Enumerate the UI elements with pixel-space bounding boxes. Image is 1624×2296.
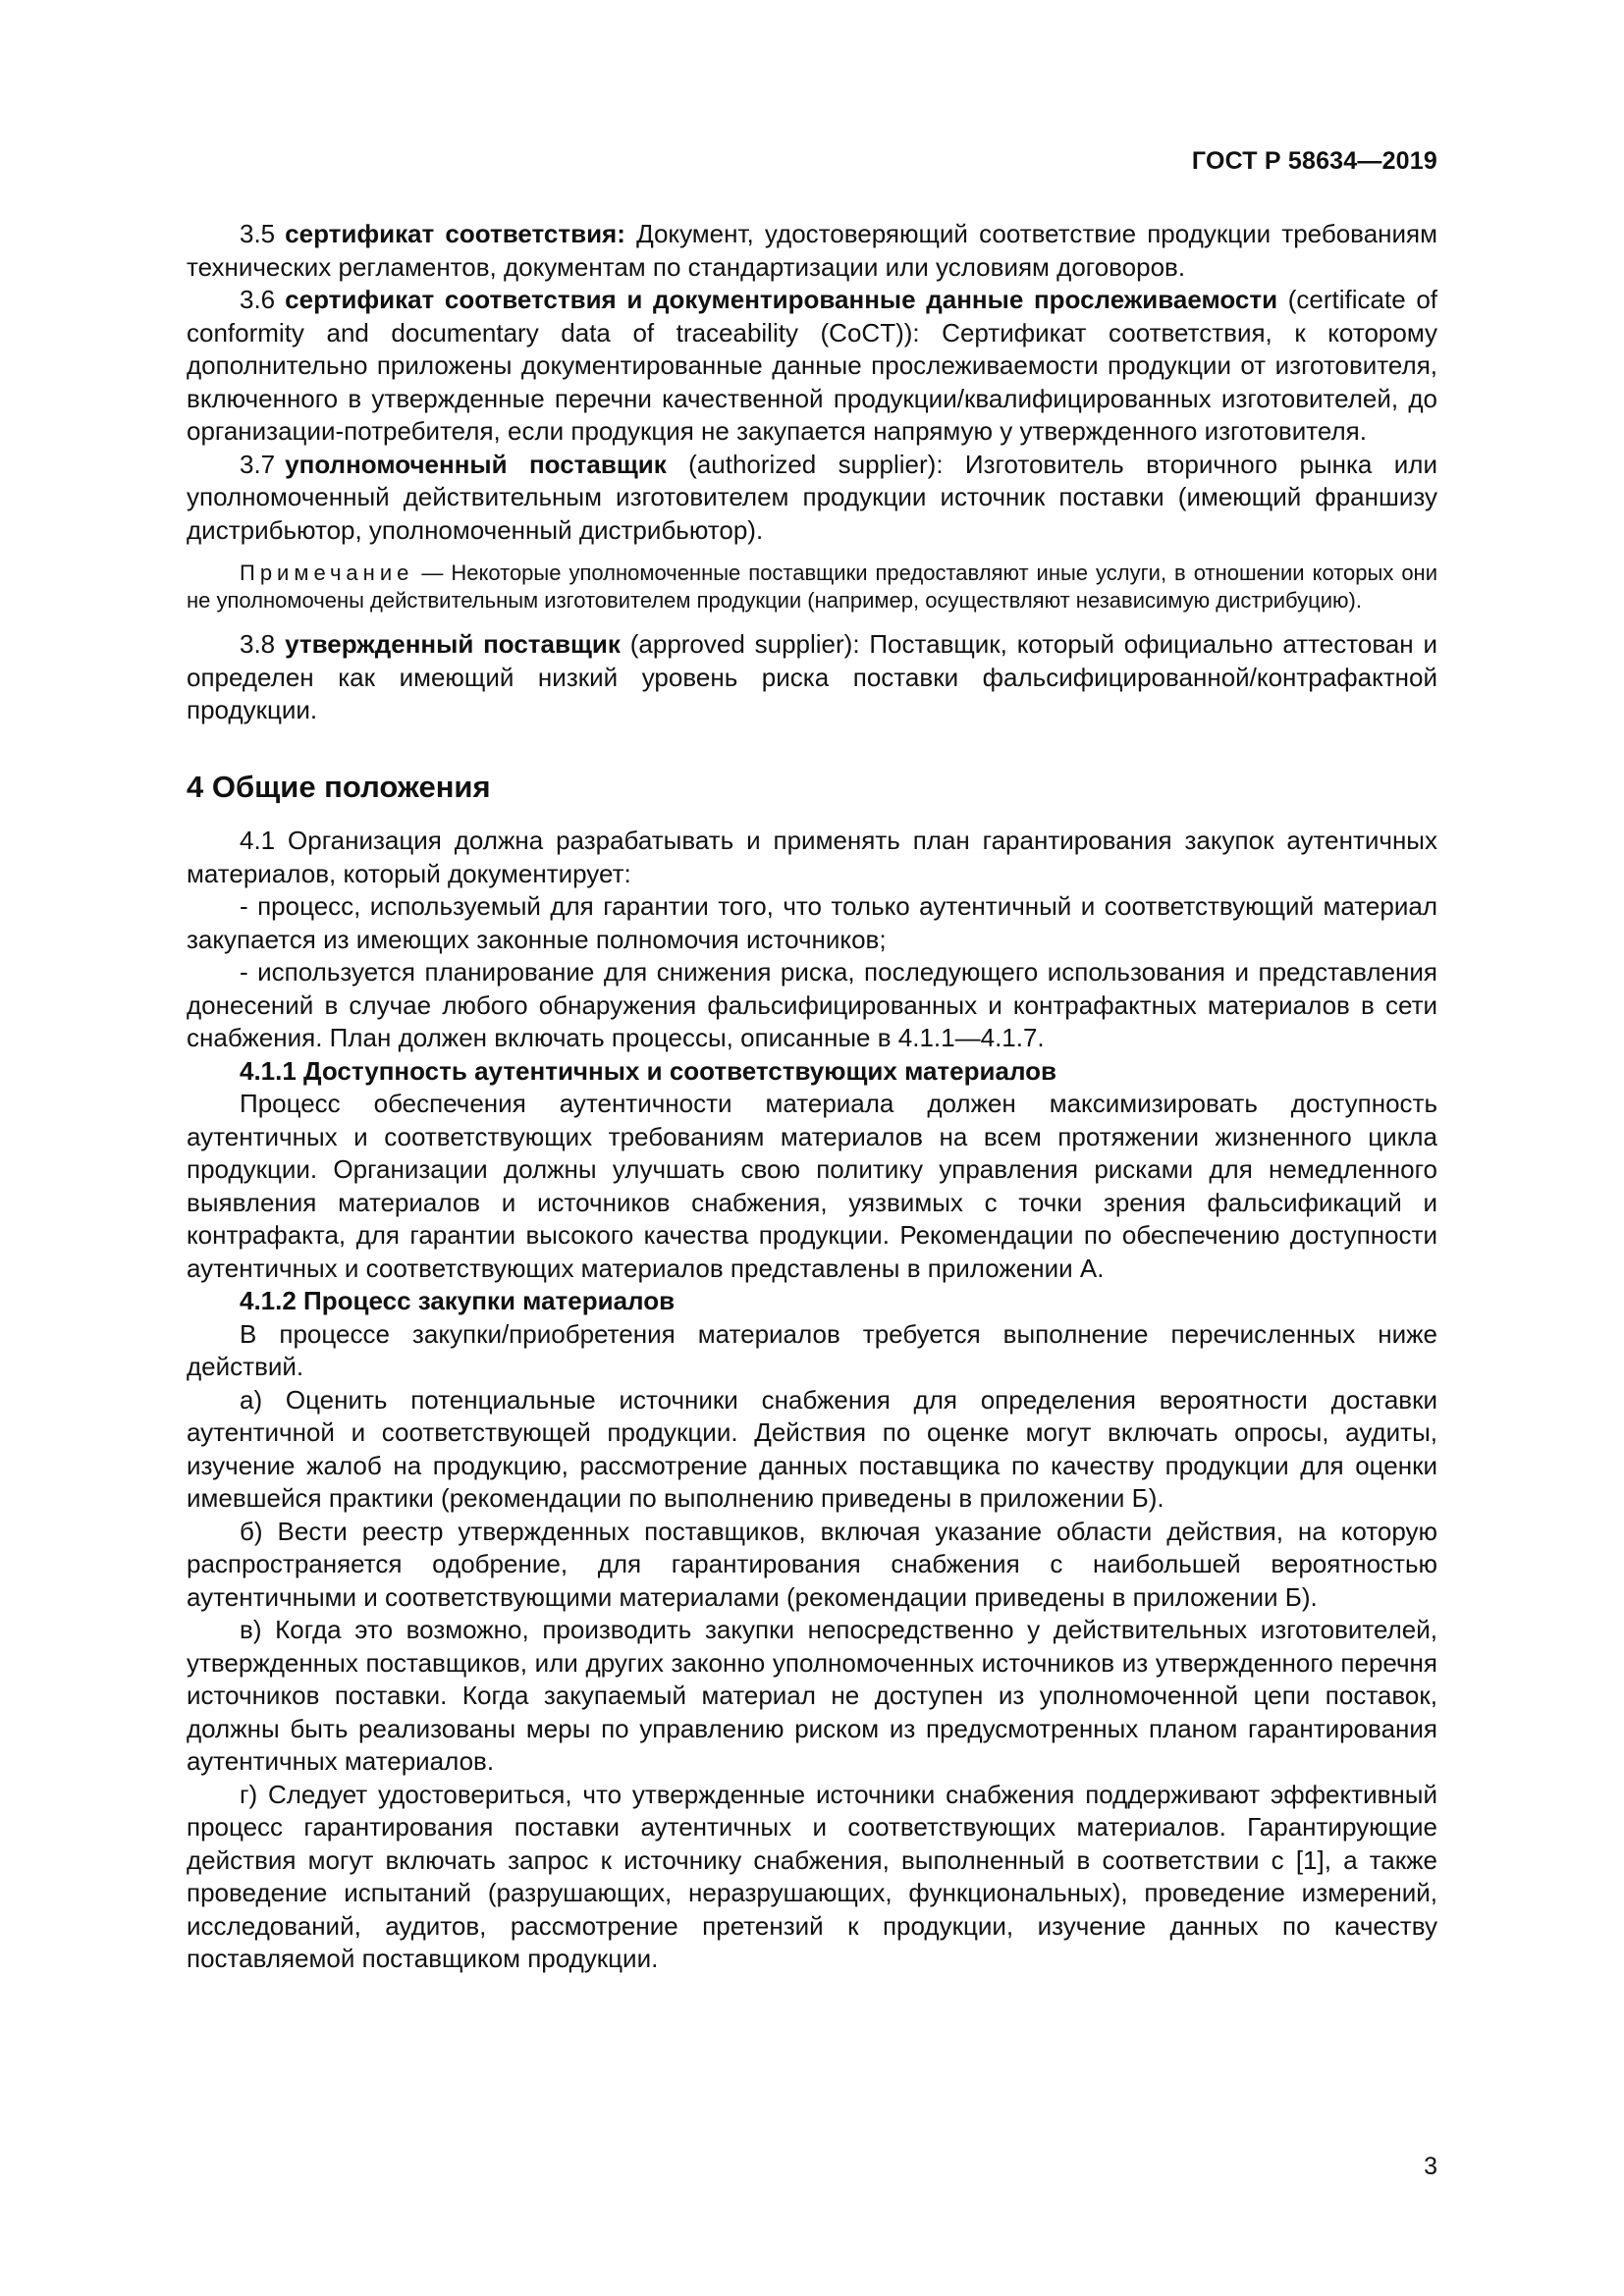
clause-number: 3.8 <box>240 629 276 659</box>
subsection-heading-4-1-1: 4.1.1 Доступность аутентичных и соответствующих материалов <box>240 1055 1056 1086</box>
document-code: ГОСТ Р 58634—2019 <box>1191 147 1437 175</box>
clause-number: 3.6 <box>240 285 276 314</box>
paragraph-4-1: 4.1 Организация должна разрабатывать и применять план гарантирования закупок аутентичных материалов, который документирует: <box>187 826 1437 888</box>
term: уполномоченный поставщик <box>285 449 667 479</box>
definition-3-5 <box>187 218 1437 284</box>
note-text: — Некоторые уполномоченные поставщики предоставляют иные услуги, в отношении которых они не уполномочены действительным изготовителем продукции (например, осуществляют независимую дистрибуцию). <box>187 561 1437 613</box>
term: сертификат соответствия и документированные данные прослеживаемости <box>285 285 1278 314</box>
definition-text: Документ, удостоверяющий соответствие продукции требованиям технических регламентов, документам по стандартизации или условиям договоров. <box>187 219 1437 282</box>
paragraph-4-1-1: Процесс обеспечения аутентичности материала должен максимизировать доступность аутентичных и соответствующих требованиям материалов на всем протяжении жизненного цикла продукции. Организации должны улучшать свою политику управления рисками для немедленного выявления материалов и источников снабжения, уязвимых с точки зрения фальсификаций и контрафакта, для гарантии высокого качества продукции. Рекомендации по обеспечению доступности аутентичных и соответствующих материалов представлены в приложении А. <box>187 1089 1437 1283</box>
definition-3-8 <box>187 628 1437 727</box>
paragraph-4-1-2-intro: В процессе закупки/приобретения материалов требуется выполнение перечисленных ниже действий. <box>187 1318 1437 1381</box>
term: утвержденный поставщик <box>285 629 621 659</box>
page-number: 3 <box>1424 2153 1437 2180</box>
list-item-v: в) Когда это возможно, производить закупки непосредственно у действительных изготовителей, утвержденных поставщиков, или других законно уполномоченных источников из утвержденного перечня источников поставки. Когда закупаемый материал не доступен из уполномоченной цепи поставок, должны быть реализованы меры по управлению риском из предусмотренных планом гарантирования аутентичных материалов. <box>187 1615 1437 1776</box>
note-label: Примечание <box>240 561 414 585</box>
list-item: - используется планирование для снижения риска, последующего использования и представления донесений в случае любого обнаружения фальсифицированных и контрафактных материалов в сети снабжения. План должен включать процессы, описанные в 4.1.1—4.1.7. <box>187 957 1437 1052</box>
list-item-a: а) Оценить потенциальные источники снабжения для определения вероятности доставки аутентичной и соответствующей продукции. Действия по оценке могут включать опросы, аудиты, изучение жалоб на продукцию, рассмотрение данных поставщика по качеству продукции для оценки имевшейся практики (рекомендации по выполнению приведены в приложении Б). <box>187 1384 1437 1513</box>
definition-text: (certificate of conformity and documentary data of traceability (CoCT)): Сертификат соответствия, к которому дополнительно приложены документированные данные прослеживаемости продукции от изготовителя, включенного в утвержденные перечни качественной продукции/квалифицированных изготовителей, до организации-потребителя, если продукция не закупается напрямую у утвержденного изготовителя. <box>187 285 1437 446</box>
list-item-g: г) Следует удостовериться, что утвержденные источники снабжения поддерживают эффективный процесс гарантирования поставки аутентичных и соответствующих материалов. Гарантирующие действия могут включать запрос к источнику снабжения, выполненный в соответствии с [1], а также проведение испытаний (разрушающих, неразрушающих, функциональных), проведение измерений, исследований, аудитов, рассмотрение претензий к продукции, изучение данных по качеству поставляемой поставщиком продукции. <box>187 1779 1437 1973</box>
clause-number: 3.7 <box>240 449 276 479</box>
note <box>187 560 1437 614</box>
clause-number: 3.5 <box>240 219 276 248</box>
term: сертификат соответствия: <box>285 219 625 248</box>
definition-text: (authorized supplier): Изготовитель вторичного рынка или уполномоченный действительным изготовителем продукции источник поставки (имеющий франшизу дистрибьютор, уполномоченный дистрибьютор). <box>187 449 1437 545</box>
subsection-heading-4-1-2: 4.1.2 Процесс закупки материалов <box>240 1286 676 1315</box>
list-item-b: б) Вести реестр утвержденных поставщиков, включая указание области действия, на которую распространяется одобрение, для гарантирования снабжения с наибольшей вероятностью аутентичными и соответствующими материалами (рекомендации приведены в приложении Б). <box>187 1516 1437 1612</box>
definition-3-6 <box>187 284 1437 449</box>
section-heading: 4 Общие положения <box>187 769 491 804</box>
definition-3-7 <box>187 449 1437 548</box>
definition-text: (approved supplier): Поставщик, который официально аттестован и определен как имеющий низкий уровень риска поставки фальсифицированной/контрафактной продукции. <box>187 629 1437 724</box>
list-item: - процесс, используемый для гарантии того, что только аутентичный и соответствующий материал закупается из имеющих законные полномочия источников; <box>187 891 1437 954</box>
page-content <box>187 218 1437 1976</box>
